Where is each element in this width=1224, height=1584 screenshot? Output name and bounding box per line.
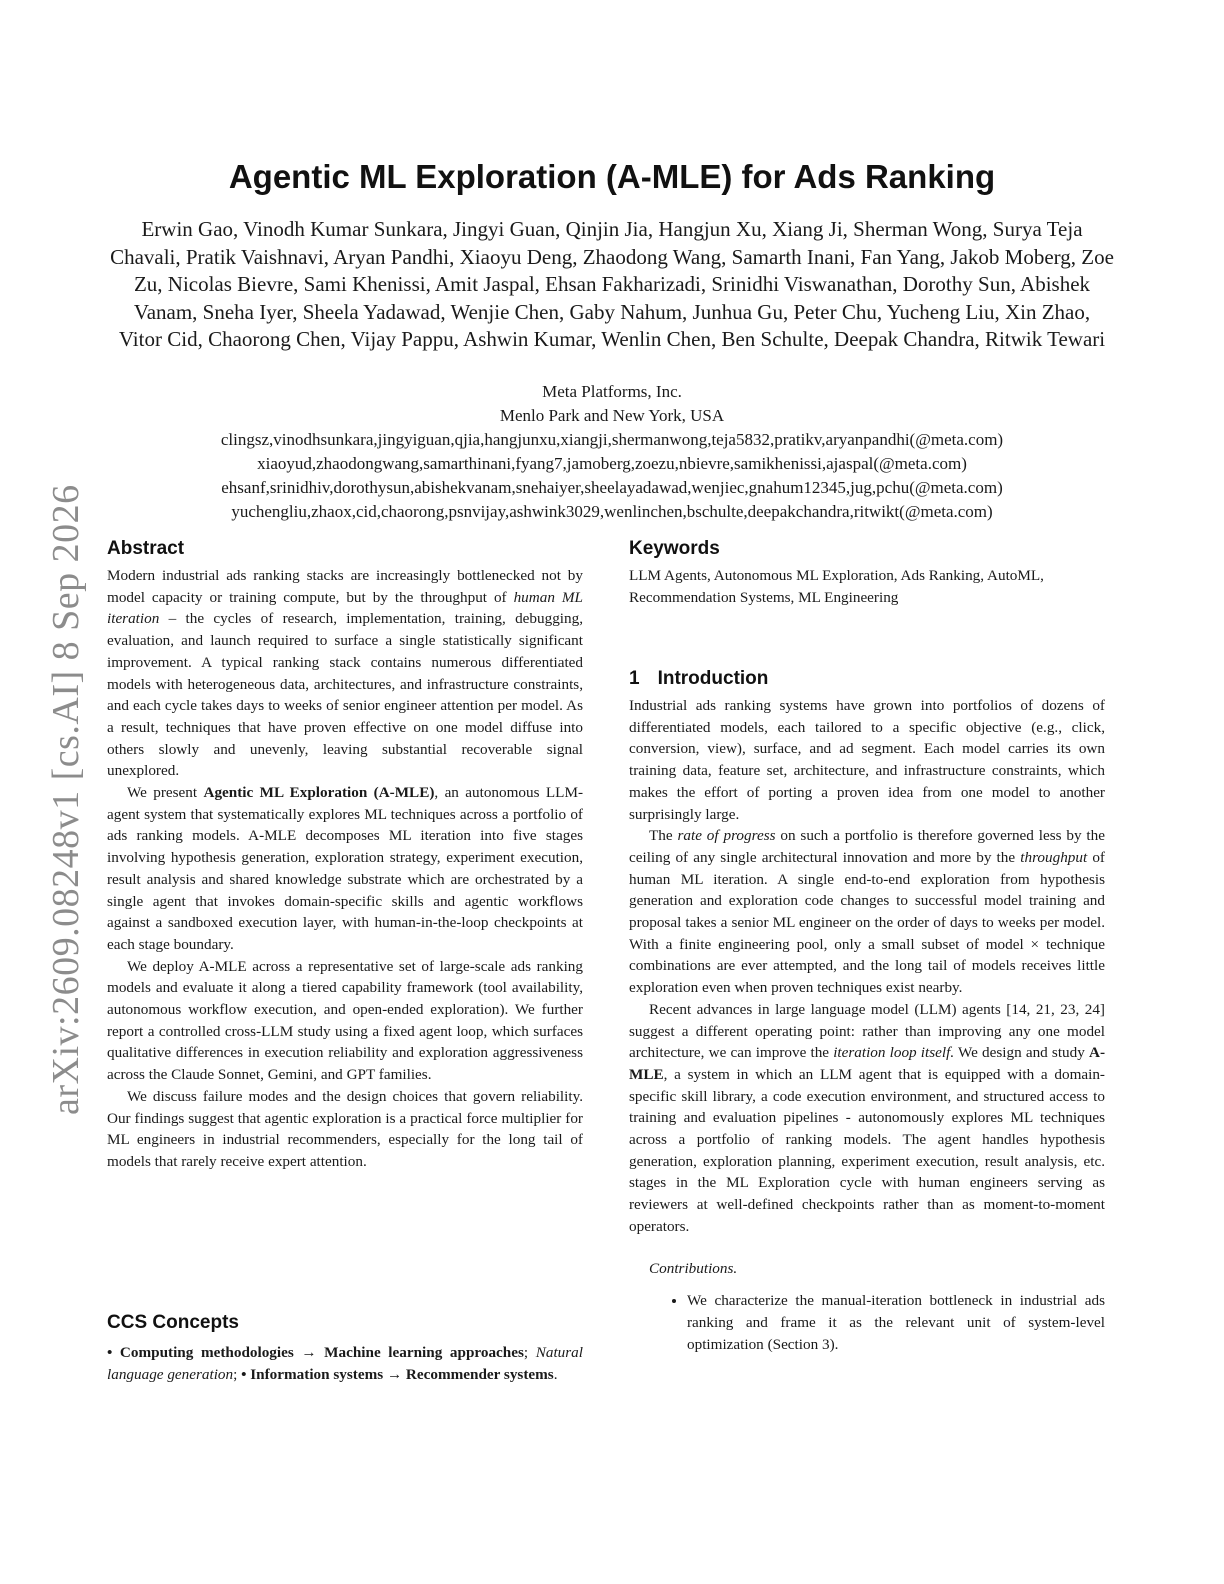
email-block: [60, 428, 1164, 524]
affiliation: Meta Platforms, Inc.: [542, 382, 682, 401]
email-line: clingsz,vinodhsunkara,jingyiguan,qjia,hangjunxu,xiangji,shermanwong,teja5832,pratikv,aryanpandhi(@meta.com): [220, 430, 1004, 449]
contributions-list: [629, 1290, 1105, 1355]
keywords-section: [629, 538, 1105, 608]
abstract-heading: Abstract: [107, 538, 185, 559]
keywords-heading: Keywords: [629, 538, 720, 559]
abstract-section: [107, 538, 583, 1173]
list-item: • We characterize the manual-iteration bottleneck in industrial ads ranking and frame it as the relevant unit of system-level optimization (Section 3).: [687, 1290, 1105, 1355]
intro-paragraph: The rate of progress on such a portfolio is therefore governed less by the ceiling of any single architectural innovation and more by the throughput of human ML iteration. A single end-to-end exploration from hypothesis generation and exploration code changes to successful model training and proposal takes a senior ML engineer on the order of days to weeks per model. With a finite engineering pool, only a small subset of model × technique combinations are ever attempted, and the long tail of models receives little exploration even when proven techniques exist nearby.: [629, 827, 1105, 997]
email-line: xiaoyud,zhaodongwang,samarthinani,fyang7,jamoberg,zoezu,nbievre,samikhenissi,ajaspal(@meta.com): [257, 454, 967, 473]
keywords-text: LLM Agents, Autonomous ML Exploration, Ads Ranking, AutoML, Recommendation Systems, ML Engineering: [629, 567, 1044, 606]
location: Menlo Park and New York, USA: [499, 406, 725, 425]
ccs-concepts: • Computing methodologies → Machine learning approaches; Natural language generation; • Information systems → Recommender systems.: [107, 1344, 583, 1383]
paper-title: Agentic ML Exploration (A-MLE) for Ads Ranking: [228, 158, 996, 195]
introduction-heading: 1 Introduction: [629, 668, 769, 689]
arxiv-identifier: arXiv:2609.08248v1 [cs.AI] 8 Sep 2026: [45, 484, 87, 1115]
introduction-section: [629, 668, 1105, 1355]
intro-paragraph: Recent advances in large language model (LLM) agents [14, 21, 23, 24] suggest a different operating point: rather than improving any one model architecture, we can improve the iteration loop itself. We design and study A-MLE, a system in which an LLM agent that is equipped with a domain-specific skill library, a code execution environment, and structured access to training and evaluation pipelines - autonomously explores ML techniques across a portfolio of ranking models. The agent handles hypothesis generation, exploration planning, experiment execution, result analysis, etc. stages in the ML Exploration cycle with human engineers serving as reviewers at well-defined checkpoints rather than as moment-to-moment operators.: [629, 1000, 1106, 1235]
email-line: ehsanf,srinidhiv,dorothysun,abishekvanam,snehaiyer,sheelayadawad,wenjiec,gnahum12345,jug,pchu(@meta.com): [221, 478, 1003, 497]
email-line: yuchengliu,zhaox,cid,chaorong,psnvijay,ashwink3029,wenlinchen,bschulte,deepakchandra,ritwikt(@meta.com): [231, 502, 993, 521]
intro-paragraph: Industrial ads ranking systems have grown into portfolios of dozens of differentiated models, each tailored to a specific objective (e.g., click, conversion, view), surface, and ad segment. Each model carries its own training data, feature set, architecture, and infrastructure constraints, which makes the effort of porting a proven idea from one model to another surprisingly large.: [629, 697, 1105, 823]
ccs-heading: CCS Concepts: [107, 1312, 239, 1333]
abstract-paragraph: Modern industrial ads ranking stacks are increasingly bottlenecked not by model capacity or training compute, but by the throughput of human ML iteration – the cycles of research, implementation, training, debugging, evaluation, and launch required to surface a single statistically significant improvement. A typical ranking stack contains numerous differentiated models with heterogeneous data, architectures, and infrastructure constraints, and each cycle takes days to weeks of senior engineer attention per model. As a result, techniques that have proven effective on one model diffuse into others slowly and unevenly, leaving substantial recoverable signal unexplored.: [107, 567, 583, 780]
abstract-paragraph: We deploy A-MLE across a representative set of large-scale ads ranking models and evaluate it along a tiered capability framework (tool availability, autonomous workflow execution, and open-ended exploration). We further report a controlled cross-LLM study using a fixed agent loop, which surfaces qualitative differences in execution reliability and exploration aggressiveness across the Claude Sonnet, Gemini, and GPT families.: [107, 957, 583, 1084]
abstract-paragraph: We discuss failure modes and the design choices that govern reliability. Our findings suggest that agentic exploration is a practical force multiplier for ML engineers in industrial recommenders, especially for the long tail of models that rarely receive expert attention.: [107, 1087, 583, 1170]
ccs-section: [107, 1312, 583, 1385]
abstract-paragraph: We present Agentic ML Exploration (A-MLE), an autonomous LLM-agent system that systematically explores ML techniques across a portfolio of ads ranking models. A-MLE decomposes ML iteration into five stages involving hypothesis generation, exploration strategy, experiment execution, result analysis and shared knowledge substrate which are orchestrated by a single agent that invokes domain-specific skills and agentic workflows against a sandboxed execution layer, with human-in-the-loop checkpoints at each stage boundary.: [107, 784, 584, 953]
contributions-label: Contributions.: [649, 1259, 738, 1277]
author-list: Erwin Gao, Vinodh Kumar Sunkara, Jingyi Guan, Qinjin Jia, Hangjun Xu, Xiang Ji, Sherman Wong, Surya Teja Chavali, Pratik Vaishnavi, Aryan Pandhi, Xiaoyu Deng, Zhaodong Wang, Samarth Inani, Fan Yang, Jakob Moberg, Zoe Zu, Nicolas Bievre, Sami Khenissi, Amit Jaspal, Ehsan Fakharizadi, Srinidhi Viswanathan, Dorothy Sun, Abishek Vanam, Sneha Iyer, Sheela Yadawad, Wenjie Chen, Gaby Nahum, Junhua Gu, Peter Chu, Yucheng Liu, Xin Zhao, Vitor Cid, Chaorong Chen, Vijay Pappu, Ashwin Kumar, Wenlin Chen, Ben Schulte, Deepak Chandra, Ritwik Tewari: [110, 217, 1114, 351]
